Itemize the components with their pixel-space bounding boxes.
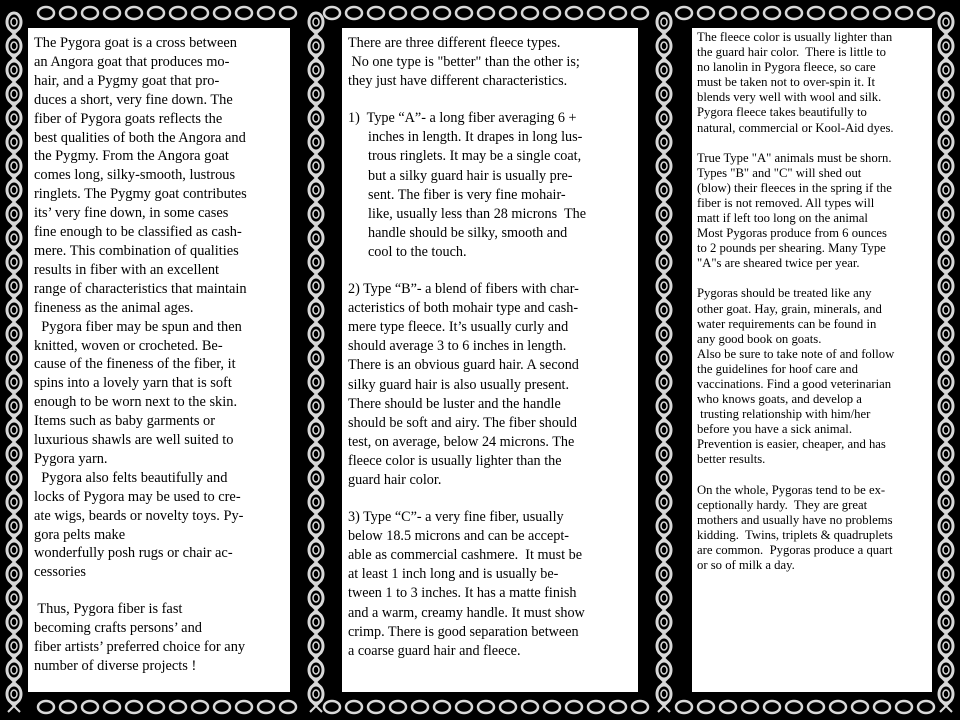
hardiness-paragraph [697,483,928,574]
health-care-paragraph [697,286,928,467]
text-line: test, on average, below 24 microns. The [348,433,575,450]
text-line: trous ringlets. It may be a single coat, [368,148,582,165]
text-line: fiber artists’ preferred choice for any [34,639,246,656]
text-line: acteristics of both mohair type and cash- [348,300,579,317]
text-line: Items such as baby garments or [34,413,216,430]
text-line: There should be luster and the handle [348,395,561,412]
text-line: fiber is not removed. All types will [697,195,875,210]
text-line: matt if left too long on the animal [697,211,868,226]
text-line: below 18.5 microns and can be accept- [348,528,570,545]
text-line: (blow) their fleeces in the spring if the [697,180,892,195]
text-line: luxurious shawls are well suited to [34,432,234,449]
text-line: duces a short, very fine down. The [34,91,233,108]
text-line: no lanolin in Pygora fleece, so care [697,60,876,75]
text-line: gora pelts make [34,526,126,543]
text-line: Thus, Pygora fiber is fast [34,601,183,618]
text-line: range of characteristics that maintain [34,280,247,297]
column-care-and-husbandry [692,28,932,692]
text-line: Types "B" and "C" will shed out [697,165,862,180]
text-line: ate wigs, beards or novelty toys. Py- [34,507,244,524]
text-line: Pygora fiber may be spun and then [34,318,242,335]
text-line: trusting relationship with him/her [697,407,871,422]
text-line: must be taken not to over-spin it. It [697,75,876,90]
text-line: There is an obvious guard hair. A second [348,357,579,374]
text-line: the guidelines for hoof care and [697,361,858,376]
text-line: able as commercial cashmere. It must be [348,547,582,564]
text-line: kidding. Twins, triplets & quadruplets [697,527,893,542]
text-line: Also be sure to take note of and follow [697,346,895,361]
text-line: an Angora goat that produces mo- [34,53,230,70]
column-about-pygora [28,28,290,692]
intro-paragraph [34,34,284,582]
text-line: number of diverse projects ! [34,658,197,674]
text-line: mothers and usually have no problems [697,512,893,527]
text-line: The Pygora goat is a cross between [34,35,238,51]
text-line: comes long, silky-smooth, lustrous [34,167,236,184]
text-line: fine enough to be classified as cash- [34,224,242,241]
text-line: Most Pygoras produce from 6 ounces [697,226,887,241]
text-line: best qualities of both the Angora and [34,129,246,146]
text-line: There are three different fleece types. [348,35,561,51]
text-line: mere. This combination of qualities [34,242,239,259]
text-line: crimp. There is good separation between [348,623,579,640]
text-line: The fleece color is usually lighter than [697,30,893,44]
text-line: wonderfully posh rugs or chair ac- [34,545,233,562]
text-line: silky guard hair is also usually present. [348,376,570,393]
text-line: any good book on goats. [697,331,822,346]
text-line: vaccinations. Find a good veterinarian [697,376,892,391]
text-line: fiber of Pygora goats reflects the [34,110,223,127]
text-line: like, usually less than 28 microns The [368,205,587,222]
type-a-section [348,109,632,262]
text-line: ceptionally hardy. They are great [697,497,868,512]
text-line: fineness as the animal ages. [34,299,194,316]
text-line: blends very well with wool and silk. [697,90,882,105]
text-line: before you have a sick animal. [697,422,853,437]
column-fleece-types [342,28,638,692]
text-line: Prevention is easier, cheaper, and has [697,437,886,452]
text-line: guard hair color. [348,471,442,488]
text-line: 1) Type “A”- a long fiber averaging 6 + [348,110,577,127]
text-line: knitted, woven or crocheted. Be- [34,337,223,354]
text-line: cool to the touch. [368,243,467,260]
text-line: 3) Type “C”- a very fine fiber, usually [348,509,564,526]
text-line: No one type is "better" than the other is; [348,54,580,71]
shearing-paragraph [697,151,928,272]
text-line: mere type fleece. It’s usually curly and [348,319,569,336]
type-c-section [348,508,632,661]
text-line: locks of Pygora may be used to cre- [34,488,241,505]
text-line: the guard hair color. There is little to [697,45,886,60]
text-line: "A"s are sheared twice per year. [697,256,860,271]
text-line: handle should be silky, smooth and [368,224,568,241]
text-line: sent. The fiber is very fine mohair- [368,186,566,203]
text-line: ringlets. The Pygmy goat contributes [34,186,247,203]
text-line: a coarse guard hair and fleece. [348,642,521,659]
text-line: but a silky guard hair is usually pre- [368,167,573,184]
text-line: On the whole, Pygoras tend to be ex- [697,482,886,497]
text-line: becoming crafts persons’ and [34,620,202,637]
text-line: its’ very fine down, in some cases [34,205,229,222]
text-line: Pygora yarn. [34,450,108,467]
text-line: tween 1 to 3 inches. It has a matte finish [348,585,577,602]
text-line: are common. Pygoras produce a quart [697,542,893,557]
text-line: water requirements can be found in [697,316,877,331]
closing-paragraph [34,600,284,676]
text-line: should average 3 to 6 inches in length. [348,338,567,355]
text-line: and a warm, creamy handle. It must show [348,604,585,621]
text-line: Pygoras should be treated like any [697,286,872,301]
text-line: who knows goats, and develop a [697,392,862,407]
text-line: the Pygmy. From the Angora goat [34,148,229,165]
text-line: inches in length. It drapes in long lus- [368,129,583,146]
text-line: Pygora fleece takes beautifully to [697,105,867,120]
text-line: or so of milk a day. [697,558,795,572]
text-line: hair, and a Pygmy goat that pro- [34,72,220,89]
text-line: Pygora also felts beautifully and [34,469,228,486]
fleece-intro [348,34,632,91]
text-line: natural, commercial or Kool-Aid dyes. [697,120,894,135]
text-line: cessories [34,564,86,581]
text-line: True Type "A" animals must be shorn. [697,150,892,165]
text-line: enough to be worn next to the skin. [34,394,238,411]
text-line: to 2 pounds per shearing. Many Type [697,241,886,256]
text-line: 2) Type “B”- a blend of fibers with char- [348,281,579,298]
text-line: cause of the fineness of the fiber, it [34,356,236,373]
text-line: better results. [697,452,766,467]
text-line: spins into a lovely yarn that is soft [34,375,232,392]
text-line: they just have different characteristics. [348,73,568,90]
text-line: should be soft and airy. The fiber should [348,414,577,431]
text-line: at least 1 inch long and is usually be- [348,566,559,583]
text-line: results in fiber with an excellent [34,261,220,278]
text-line: fleece color is usually lighter than the [348,452,562,469]
fleece-care-paragraph [697,30,928,136]
type-b-section [348,280,632,490]
text-line: other goat. Hay, grain, minerals, and [697,301,882,316]
